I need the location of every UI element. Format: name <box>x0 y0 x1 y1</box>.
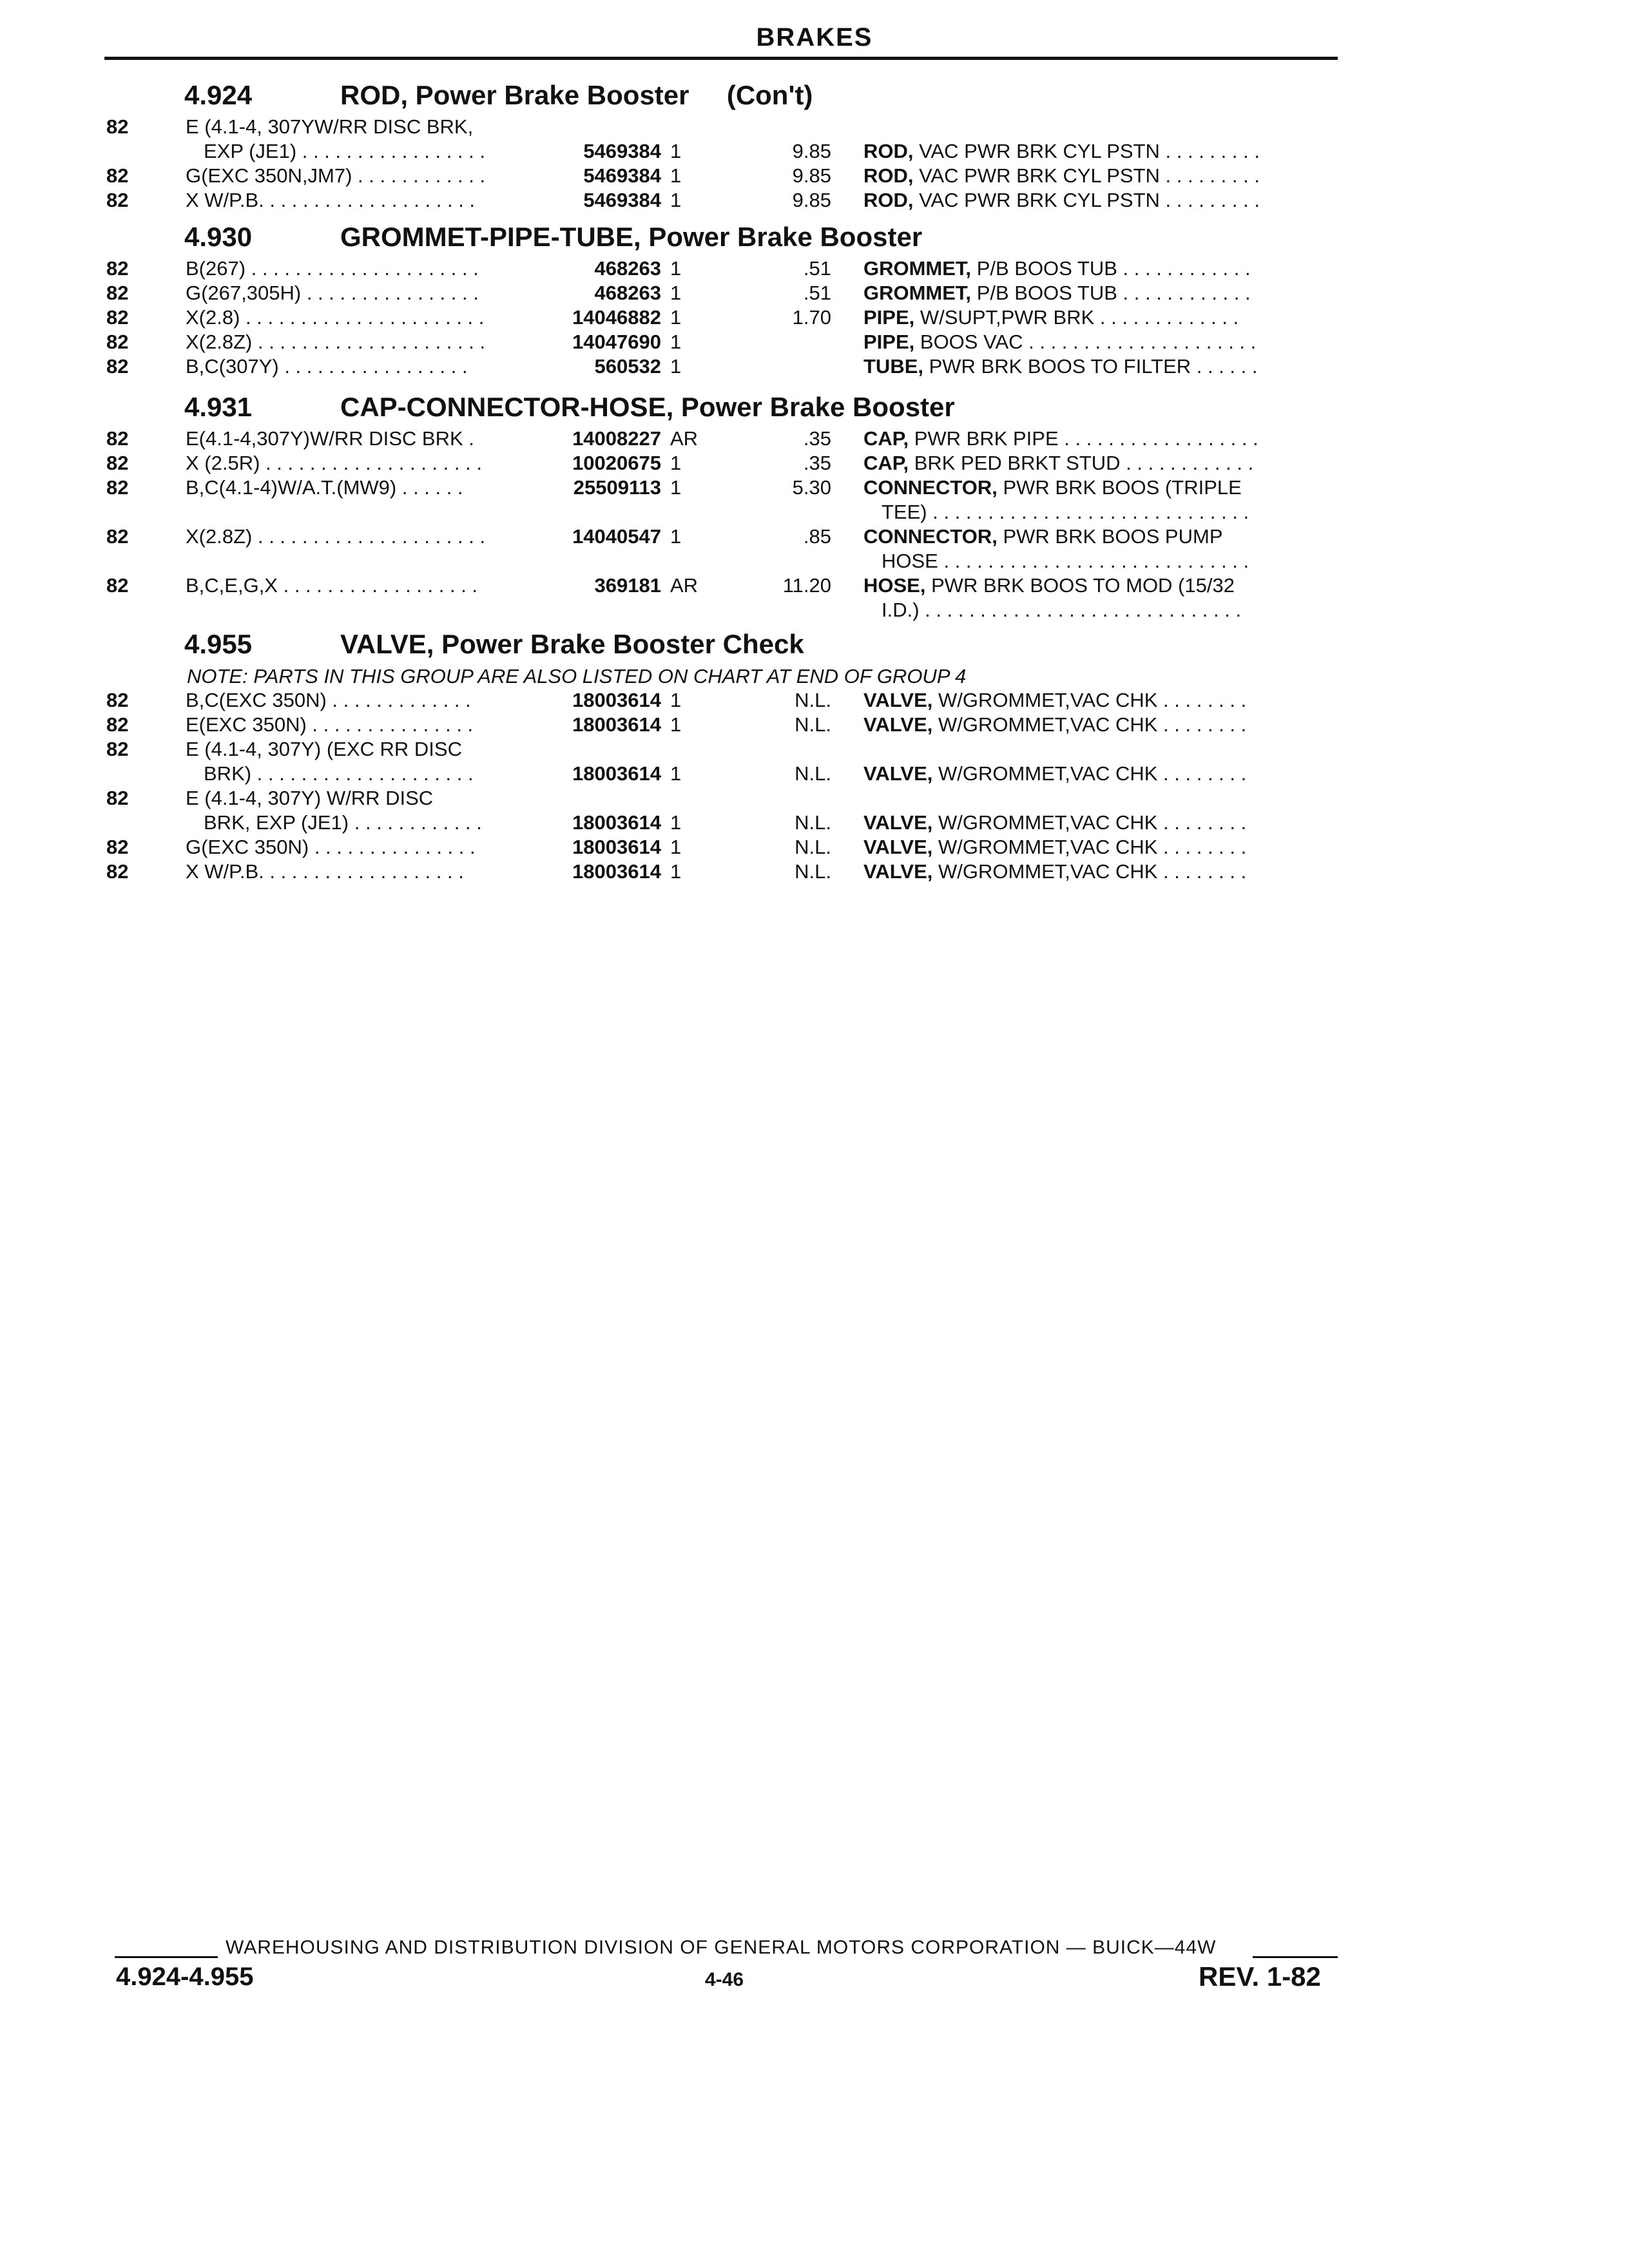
section-note <box>0 664 1629 688</box>
description-line: X(2.8) . . . . . . . . . . . . . . . . . . . . . . <box>186 306 485 329</box>
price: 11.20 <box>782 574 831 597</box>
part-name-text: W/GROMMET,VAC CHK . . . . . . . . <box>938 689 1247 711</box>
part-name-line <box>863 811 1334 835</box>
description-line: E(4.1-4,307Y)W/RR DISC BRK . <box>186 427 474 450</box>
section-title: ROD, Power Brake Booster (Con't) <box>340 80 813 110</box>
part-name-text: PWR BRK BOOS PUMP <box>1003 525 1223 548</box>
description-line: X (2.5R) . . . . . . . . . . . . . . . . . . . . <box>186 452 482 474</box>
description-line: X(2.8Z) . . . . . . . . . . . . . . . . . . . . . <box>186 525 486 548</box>
application-description <box>186 451 534 476</box>
part-name <box>863 713 1334 737</box>
table-row <box>0 354 1629 379</box>
part-name-keyword: PIPE, <box>863 306 915 329</box>
part-name-line <box>863 139 1334 164</box>
application-description <box>186 115 534 164</box>
application-description <box>186 524 534 549</box>
part-name-line <box>863 598 1334 622</box>
part-name-text: W/GROMMET,VAC CHK . . . . . . . . <box>938 811 1247 834</box>
part-number: 18003614 <box>572 713 661 736</box>
table-row <box>0 476 1629 524</box>
section-title: GROMMET-PIPE-TUBE, Power Brake Booster <box>340 222 923 252</box>
part-name-keyword: VALVE, <box>863 860 933 883</box>
part-name-text: PWR BRK BOOS (TRIPLE <box>1003 476 1242 499</box>
description-line: EXP (JE1) . . . . . . . . . . . . . . . . . <box>204 140 485 162</box>
part-name-text: VAC PWR BRK CYL PSTN . . . . . . . . . <box>919 189 1260 211</box>
model-year: 82 <box>106 282 129 304</box>
part-name-keyword: ROD, <box>863 164 914 187</box>
part-name-text: P/B BOOS TUB . . . . . . . . . . . . <box>976 257 1251 280</box>
application-description <box>186 786 534 835</box>
model-year: 82 <box>106 787 129 809</box>
section-number: 4.955 <box>184 629 253 659</box>
application-description <box>186 737 534 786</box>
model-year: 82 <box>106 836 129 858</box>
part-number: 18003614 <box>572 762 661 785</box>
part-name <box>863 354 1334 379</box>
part-name-keyword: CONNECTOR, <box>863 476 998 499</box>
model-year: 82 <box>106 476 129 499</box>
part-name-line <box>863 305 1334 330</box>
quantity: 1 <box>670 689 682 711</box>
model-year: 82 <box>106 331 129 353</box>
quantity: AR <box>670 574 699 597</box>
part-name-text: VAC PWR BRK CYL PSTN . . . . . . . . . <box>919 164 1260 187</box>
description-line: B,C(EXC 350N) . . . . . . . . . . . . . <box>186 689 471 711</box>
part-name-keyword: CAP, <box>863 427 909 450</box>
table-row <box>0 835 1629 860</box>
table-row <box>0 256 1629 281</box>
page-title: BRAKES <box>756 23 873 52</box>
part-number: 369181 <box>594 574 661 597</box>
part-name <box>863 164 1334 188</box>
part-name-line <box>863 549 1334 573</box>
part-name-text: VAC PWR BRK CYL PSTN . . . . . . . . . <box>919 140 1260 162</box>
description-line: X W/P.B. . . . . . . . . . . . . . . . . . . <box>186 860 464 883</box>
part-number: 468263 <box>594 282 661 304</box>
footer-corporation: WAREHOUSING AND DISTRIBUTION DIVISION OF GENERAL MOTORS CORPORATION — BUICK—44W <box>226 1937 1217 1958</box>
table-row <box>0 737 1629 786</box>
part-name-line <box>863 688 1334 713</box>
part-name-text: PWR BRK BOOS TO FILTER . . . . . . <box>929 355 1258 378</box>
price: 9.85 <box>792 140 831 162</box>
part-number: 5469384 <box>583 164 661 187</box>
section-4-955 <box>0 625 1629 884</box>
application-description <box>186 188 534 213</box>
part-name <box>863 451 1334 476</box>
model-year: 82 <box>106 257 129 280</box>
table-row <box>0 330 1629 354</box>
section-title: CAP-CONNECTOR-HOSE, Power Brake Booster <box>340 392 955 422</box>
part-name-line <box>863 573 1334 598</box>
part-name-keyword: VALVE, <box>863 713 933 736</box>
model-year: 82 <box>106 427 129 450</box>
table-row <box>0 573 1629 622</box>
part-name-line <box>863 427 1334 451</box>
part-number: 468263 <box>594 257 661 280</box>
part-number: 10020675 <box>572 452 661 474</box>
description-line: E (4.1-4, 307YW/RR DISC BRK, <box>186 115 474 138</box>
table-row <box>0 713 1629 737</box>
part-name-keyword: HOSE, <box>863 574 926 597</box>
description-line: B(267) . . . . . . . . . . . . . . . . . . . . . <box>186 257 479 280</box>
price: 1.70 <box>792 306 831 329</box>
section-number: 4.931 <box>184 392 253 422</box>
part-name-keyword: VALVE, <box>863 689 933 711</box>
description-line: X W/P.B. . . . . . . . . . . . . . . . . . . . <box>186 189 476 211</box>
part-name <box>863 762 1334 786</box>
price: 5.30 <box>792 476 831 499</box>
part-name-line <box>863 524 1334 549</box>
table-row <box>0 305 1629 330</box>
part-name-text: I.D.) . . . . . . . . . . . . . . . . . . . . . . . . . . . . . <box>882 599 1242 621</box>
part-name <box>863 573 1334 622</box>
model-year: 82 <box>106 115 129 138</box>
model-year: 82 <box>106 574 129 597</box>
description-line: BRK) . . . . . . . . . . . . . . . . . . . . <box>204 762 474 785</box>
price: N.L. <box>795 762 831 785</box>
quantity: 1 <box>670 452 682 474</box>
section-4-930 <box>0 218 1629 379</box>
part-name-line <box>863 281 1334 305</box>
part-name-text: BRK PED BRKT STUD . . . . . . . . . . . . <box>914 452 1254 474</box>
description-line: X(2.8Z) . . . . . . . . . . . . . . . . . . . . . <box>186 331 486 353</box>
part-name-keyword: CONNECTOR, <box>863 525 998 548</box>
model-year: 82 <box>106 306 129 329</box>
description-line: E(EXC 350N) . . . . . . . . . . . . . . . <box>186 713 474 736</box>
part-name-line <box>863 354 1334 379</box>
description-line: G(EXC 350N,JM7) . . . . . . . . . . . . <box>186 164 486 187</box>
price: 9.85 <box>792 164 831 187</box>
quantity: 1 <box>670 525 682 548</box>
model-year: 82 <box>106 860 129 883</box>
quantity: 1 <box>670 189 682 211</box>
quantity: 1 <box>670 860 682 883</box>
part-number: 25509113 <box>573 476 661 499</box>
part-name-text: W/SUPT,PWR BRK . . . . . . . . . . . . . <box>920 306 1239 329</box>
part-name-line <box>863 713 1334 737</box>
description-line: E (4.1-4, 307Y) W/RR DISC <box>186 787 434 809</box>
part-name-text: BOOS VAC . . . . . . . . . . . . . . . . . . . . . <box>920 331 1257 353</box>
part-name-line <box>863 835 1334 860</box>
part-number: 18003614 <box>572 689 661 711</box>
price: N.L. <box>795 860 831 883</box>
part-name <box>863 330 1334 354</box>
section-number: 4.924 <box>184 80 253 110</box>
part-name-keyword: GROMMET, <box>863 257 972 280</box>
quantity: 1 <box>670 282 682 304</box>
model-year: 82 <box>106 189 129 211</box>
table-row <box>0 860 1629 884</box>
quantity: 1 <box>670 140 682 162</box>
description-line: G(267,305H) . . . . . . . . . . . . . . . . <box>186 282 479 304</box>
part-name <box>863 256 1334 281</box>
description-line: B,C,E,G,X . . . . . . . . . . . . . . . . . . <box>186 574 478 597</box>
price: .51 <box>803 257 831 280</box>
quantity: 1 <box>670 355 682 378</box>
description-line: B,C(307Y) . . . . . . . . . . . . . . . . . <box>186 355 468 378</box>
part-name-line <box>863 330 1334 354</box>
model-year: 82 <box>106 689 129 711</box>
quantity: 1 <box>670 713 682 736</box>
price: .85 <box>803 525 831 548</box>
price: .35 <box>803 452 831 474</box>
application-description <box>186 305 534 330</box>
price: 9.85 <box>792 189 831 211</box>
section-heading <box>0 625 1629 664</box>
description-line: BRK, EXP (JE1) . . . . . . . . . . . . <box>204 811 482 834</box>
part-number: 14046882 <box>572 306 661 329</box>
application-description <box>186 476 534 500</box>
part-name-text: PWR BRK BOOS TO MOD (15/32 <box>931 574 1235 597</box>
application-description <box>186 688 534 713</box>
part-name-line <box>863 164 1334 188</box>
table-row <box>0 115 1629 164</box>
application-description <box>186 835 534 860</box>
section-title: VALVE, Power Brake Booster Check <box>340 629 804 659</box>
quantity: 1 <box>670 836 682 858</box>
part-name <box>863 811 1334 835</box>
application-description <box>186 427 534 451</box>
part-name-text: HOSE . . . . . . . . . . . . . . . . . . . . . . . . . . . . <box>882 550 1249 572</box>
footer-page-number: 4-46 <box>705 1969 744 1990</box>
part-name-keyword: TUBE, <box>863 355 923 378</box>
part-name-keyword: CAP, <box>863 452 909 474</box>
header-rule <box>104 57 1338 60</box>
part-name <box>863 281 1334 305</box>
part-name-line <box>863 762 1334 786</box>
section-heading <box>0 388 1629 427</box>
model-year: 82 <box>106 713 129 736</box>
quantity: 1 <box>670 476 682 499</box>
application-description <box>186 256 534 281</box>
part-number: 14040547 <box>572 525 661 548</box>
part-number: 14008227 <box>572 427 661 450</box>
part-name <box>863 476 1334 524</box>
part-name-line <box>863 451 1334 476</box>
part-name <box>863 860 1334 884</box>
section-note-text: NOTE: PARTS IN THIS GROUP ARE ALSO LISTED ON CHART AT END OF GROUP 4 <box>187 665 967 687</box>
part-name-keyword: VALVE, <box>863 836 933 858</box>
model-year: 82 <box>106 738 129 760</box>
part-name-keyword: ROD, <box>863 189 914 211</box>
footer-group-range: 4.924-4.955 <box>116 1963 254 1991</box>
table-row <box>0 451 1629 476</box>
table-row <box>0 188 1629 213</box>
part-name <box>863 688 1334 713</box>
part-name-text: W/GROMMET,VAC CHK . . . . . . . . <box>938 860 1247 883</box>
part-number: 18003614 <box>572 860 661 883</box>
application-description <box>186 330 534 354</box>
part-number: 18003614 <box>572 836 661 858</box>
part-name-text: W/GROMMET,VAC CHK . . . . . . . . <box>938 713 1247 736</box>
part-name <box>863 427 1334 451</box>
quantity: 1 <box>670 811 682 834</box>
quantity: 1 <box>670 257 682 280</box>
part-name-line <box>863 500 1334 524</box>
application-description <box>186 281 534 305</box>
part-number: 560532 <box>594 355 661 378</box>
application-description <box>186 354 534 379</box>
quantity: 1 <box>670 762 682 785</box>
quantity: 1 <box>670 331 682 353</box>
part-name-keyword: ROD, <box>863 140 914 162</box>
part-name-line <box>863 188 1334 213</box>
part-name-line <box>863 860 1334 884</box>
description-line: G(EXC 350N) . . . . . . . . . . . . . . . <box>186 836 476 858</box>
model-year: 82 <box>106 164 129 187</box>
part-name <box>863 139 1334 164</box>
footer-revision: REV. 1-82 <box>1199 1961 1321 1992</box>
model-year: 82 <box>106 355 129 378</box>
part-name-keyword: GROMMET, <box>863 282 972 304</box>
part-name <box>863 835 1334 860</box>
table-row <box>0 427 1629 451</box>
part-number: 5469384 <box>583 140 661 162</box>
section-4-931 <box>0 388 1629 622</box>
quantity: 1 <box>670 306 682 329</box>
footer-rule-right <box>1253 1956 1338 1958</box>
part-name-keyword: VALVE, <box>863 811 933 834</box>
part-name-text: TEE) . . . . . . . . . . . . . . . . . . . . . . . . . . . . . <box>882 501 1249 523</box>
price: .51 <box>803 282 831 304</box>
part-name-text: W/GROMMET,VAC CHK . . . . . . . . <box>938 762 1247 785</box>
table-row <box>0 688 1629 713</box>
part-name-keyword: VALVE, <box>863 762 933 785</box>
price: N.L. <box>795 713 831 736</box>
model-year: 82 <box>106 525 129 548</box>
part-name <box>863 305 1334 330</box>
part-name-line <box>863 476 1334 500</box>
table-row <box>0 281 1629 305</box>
description-line: E (4.1-4, 307Y) (EXC RR DISC <box>186 738 462 760</box>
application-description <box>186 860 534 884</box>
part-name <box>863 524 1334 573</box>
part-number: 18003614 <box>572 811 661 834</box>
application-description <box>186 573 534 598</box>
price: .35 <box>803 427 831 450</box>
application-description <box>186 164 534 188</box>
section-4-924 <box>0 76 1629 213</box>
part-name <box>863 188 1334 213</box>
price: N.L. <box>795 689 831 711</box>
description-line: B,C(4.1-4)W/A.T.(MW9) . . . . . . <box>186 476 463 499</box>
part-name-text: W/GROMMET,VAC CHK . . . . . . . . <box>938 836 1247 858</box>
part-name-text: PWR BRK PIPE . . . . . . . . . . . . . . . . . . <box>914 427 1258 450</box>
part-name-line <box>863 256 1334 281</box>
price: N.L. <box>795 836 831 858</box>
footer-rule-left <box>115 1956 218 1958</box>
part-number: 14047690 <box>572 331 661 353</box>
application-description <box>186 713 534 737</box>
section-number: 4.930 <box>184 222 253 252</box>
table-row <box>0 164 1629 188</box>
table-row <box>0 524 1629 573</box>
quantity: 1 <box>670 164 682 187</box>
part-number: 5469384 <box>583 189 661 211</box>
section-heading <box>0 218 1629 256</box>
quantity: AR <box>670 427 699 450</box>
part-name-keyword: PIPE, <box>863 331 915 353</box>
section-heading <box>0 76 1629 115</box>
table-row <box>0 786 1629 835</box>
price: N.L. <box>795 811 831 834</box>
model-year: 82 <box>106 452 129 474</box>
part-name-text: P/B BOOS TUB . . . . . . . . . . . . <box>976 282 1251 304</box>
